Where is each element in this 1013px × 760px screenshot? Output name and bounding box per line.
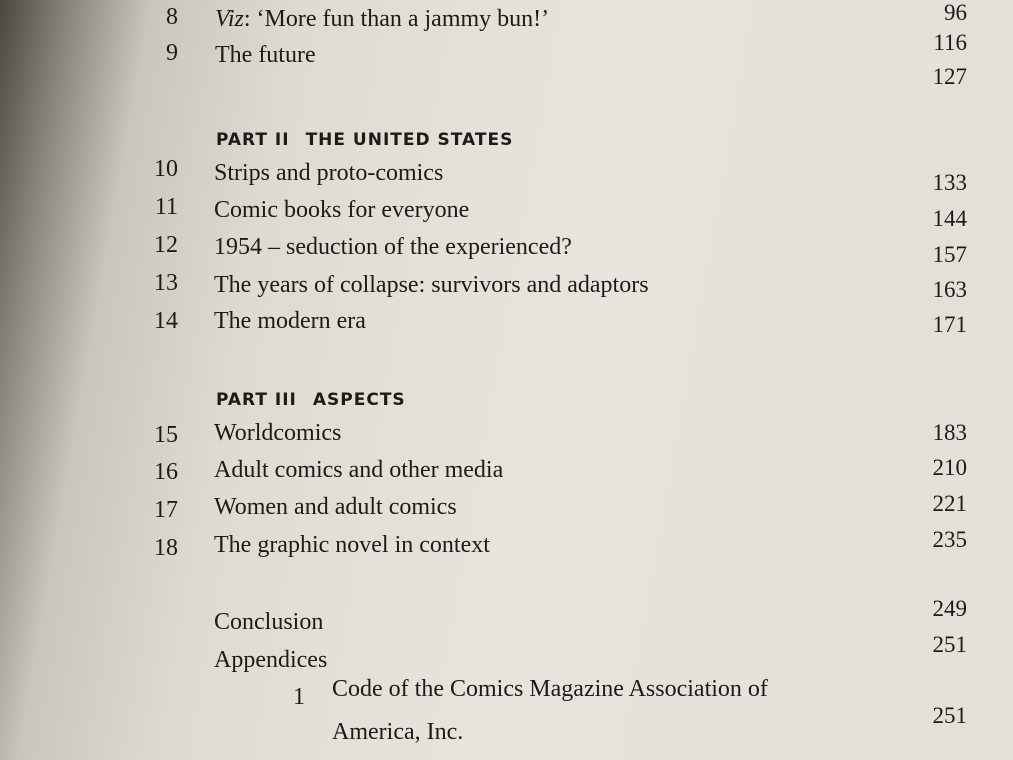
chapter-page: 96	[944, 0, 967, 25]
chapter-number: 10	[154, 156, 178, 182]
chapter-page: 157	[932, 242, 967, 267]
chapter-page: 210	[932, 455, 967, 480]
chapter-title: The graphic novel in context	[214, 532, 490, 558]
chapter-number: 9	[166, 40, 178, 66]
appendices-title: Appendices	[214, 647, 328, 673]
appendices-page: 251	[932, 632, 967, 657]
chapter-title: Women and adult comics	[214, 494, 457, 520]
chapter-page: 133	[932, 170, 967, 195]
chapter-number: 13	[154, 270, 178, 296]
part-name: ASPECTS	[312, 390, 406, 410]
appendix-title-line1: Code of the Comics Magazine Association of	[332, 676, 768, 702]
part-heading	[216, 130, 513, 150]
chapter-number: 17	[154, 497, 178, 523]
conclusion-page: 249	[932, 596, 967, 621]
chapter-number: 8	[166, 4, 178, 30]
part-label: PART II	[216, 130, 290, 150]
chapter-title: The modern era	[214, 308, 366, 334]
chapter-page: 116	[933, 30, 967, 55]
chapter-number: 15	[154, 422, 178, 448]
part-heading	[216, 390, 406, 410]
part-name: THE UNITED STATES	[305, 130, 514, 150]
chapter-title	[215, 6, 549, 33]
chapter-title: Comic books for everyone	[214, 197, 470, 223]
chapter-title: The future	[215, 42, 316, 68]
chapter-number: 12	[154, 232, 178, 258]
chapter-number: 11	[154, 194, 178, 220]
chapter-title: Adult comics and other media	[214, 457, 504, 483]
chapter-number: 16	[154, 459, 178, 485]
appendix-page: 251	[932, 703, 967, 728]
appendix-title-line2: America, Inc.	[332, 719, 464, 745]
chapter-page: 144	[932, 206, 967, 231]
chapter-page: 183	[932, 420, 967, 445]
chapter-title-rest: : ‘More fun than a jammy bun!’	[243, 6, 550, 32]
chapter-title: The years of collapse: survivors and adaptors	[214, 272, 649, 298]
conclusion-title: Conclusion	[214, 609, 324, 635]
chapter-page: 127	[932, 64, 967, 89]
chapter-page: 171	[932, 312, 967, 337]
chapter-title: 1954 – seduction of the experienced?	[214, 234, 572, 260]
chapter-page: 163	[932, 277, 967, 302]
chapter-page: 221	[932, 491, 967, 516]
appendix-number: 1	[293, 684, 305, 710]
chapter-number: 14	[154, 308, 178, 334]
chapter-title-italic: Viz	[215, 6, 244, 32]
chapter-page: 235	[932, 527, 967, 552]
chapter-title: Strips and proto-comics	[214, 160, 444, 186]
chapter-number: 18	[154, 535, 178, 561]
part-label: PART III	[216, 390, 297, 410]
chapter-title: Worldcomics	[214, 420, 342, 446]
